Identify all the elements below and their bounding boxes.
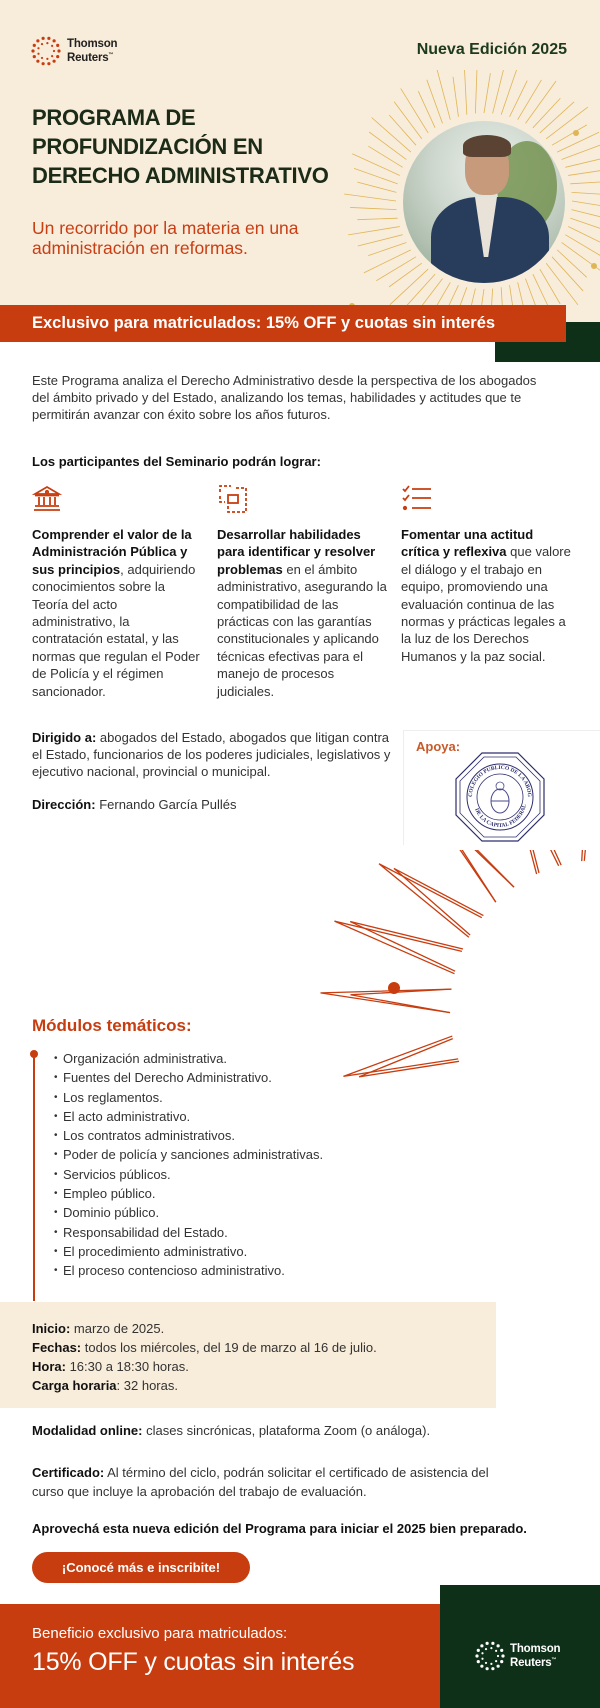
logo-wordmark: Thomson Reuters™ <box>510 1642 561 1669</box>
program-director: Dirección: Fernando García Pullés <box>32 797 237 812</box>
schedule-dates: Fechas: todos los miércoles, del 19 de marzo al 16 de julio. <box>32 1340 377 1355</box>
checklist-icon <box>401 484 571 514</box>
promo-banner-text: Exclusivo para matriculados: 15% OFF y cuotas sin interés <box>32 314 496 332</box>
target-audience: Dirigido a: abogados del Estado, abogados que litigan contra el Estado, funcionarios de los poderes judiciales, legislativos y ejecutivo nacional, provincial o municipal. <box>32 730 391 779</box>
footer-benefit-label: Beneficio exclusivo para matriculados: <box>32 1625 288 1642</box>
speaker-photo <box>403 121 565 283</box>
intro-paragraph: Este Programa analiza el Derecho Administrativo desde la perspectiva de los abogados del ámbito privado y del Estado, analizando los temas, habilidades y actitudes que te permitirán avanzar con éxito sobre los años futuros. <box>32 373 537 422</box>
module-item: • Los reglamentos. <box>54 1088 323 1107</box>
logo-wordmark: Thomson Reuters™ <box>67 37 118 64</box>
colegio-seal-logo <box>454 751 546 843</box>
schedule-time: Hora: 16:30 a 18:30 horas. <box>32 1359 189 1374</box>
schedule-box <box>0 1302 496 1408</box>
page-title: PROGRAMA DE PROFUNDIZACIÓN EN DERECHO ADMINISTRATIVO <box>32 105 329 188</box>
modules-title: Módulos temáticos: <box>32 1016 192 1035</box>
module-item: • Servicios públicos. <box>54 1165 323 1184</box>
thomson-reuters-logo[interactable] <box>31 36 117 66</box>
sponsor-label: Apoya: <box>416 739 461 754</box>
footer-thomson-reuters-logo[interactable] <box>475 1641 560 1671</box>
closing-statement: Aprovechá esta nueva edición del Programa para iniciar el 2025 bien preparado. <box>32 1521 527 1536</box>
module-item: • Dominio público. <box>54 1203 323 1222</box>
modules-timeline-dot <box>30 1050 38 1058</box>
modality-info: Modalidad online: clases sincrónicas, plataforma Zoom (o análoga). <box>32 1423 431 1438</box>
rays-dot <box>388 982 400 994</box>
outcome-item: Comprender el valor de la Administración Pública y sus principios, adquiriendo conocimientos sobre la Teoría del acto administrativo, la contratación estatal, y las normas que regulan el Poder de Policía y el régimen sancionador. <box>32 484 202 700</box>
page-subtitle: Un recorrido por la materia en una administración en reformas. <box>32 218 299 258</box>
schedule-hours: Carga horaria: 32 horas. <box>32 1378 178 1393</box>
outcomes-lead: Los participantes del Seminario podrán lograr: <box>32 454 321 469</box>
module-item: • Poder de policía y sanciones administrativas. <box>54 1145 323 1164</box>
module-item: • Fuentes del Derecho Administrativo. <box>54 1068 323 1087</box>
module-item: • El acto administrativo. <box>54 1107 323 1126</box>
institution-icon <box>32 484 202 514</box>
module-item: • Empleo público. <box>54 1184 323 1203</box>
schedule-start: Inicio: marzo de 2025. <box>32 1321 165 1336</box>
module-item: • Los contratos administrativos. <box>54 1126 323 1145</box>
modules-list <box>54 1049 323 1281</box>
footer-benefit-offer: 15% OFF y cuotas sin interés <box>32 1648 355 1676</box>
edition-label: Nueva Edición 2025 <box>416 41 567 58</box>
logo-dots-icon <box>31 36 61 66</box>
module-item: • El procedimiento administrativo. <box>54 1242 323 1261</box>
rays-decoration <box>300 850 600 1230</box>
promo-banner <box>0 305 566 342</box>
outcome-item: Fomentar una actitud crítica y reflexiva que valore el diálogo y el trabajo en equipo, promoviendo una evaluación continua de las normas y prácticas legales a la luz de los Derechos Humanos y la paz social. <box>401 484 571 665</box>
module-item: • Responsabilidad del Estado. <box>54 1223 323 1242</box>
svg-text:DE LA CAPITAL FEDERAL: DE LA CAPITAL FEDERAL <box>473 803 528 830</box>
outcome-item: Desarrollar habilidades para identificar y resolver problemas en el ámbito administrativo, asegurando la compatibilidad de las prácticas con las garantías constitucionales y aplicando técnicas efectivas para el manejo de procesos judiciales. <box>217 484 387 700</box>
signup-button[interactable]: ¡Conocé más e inscribite! <box>32 1552 250 1583</box>
hero-section <box>0 0 600 340</box>
sponsor-box <box>403 730 600 845</box>
module-item: • Organización administrativa. <box>54 1049 323 1068</box>
modules-timeline-line <box>33 1053 35 1301</box>
problem-solving-icon <box>217 484 387 514</box>
module-item: • El proceso contencioso administrativo. <box>54 1261 323 1280</box>
certificate-info: Certificado: Al término del ciclo, podrán solicitar el certificado de asistencia del curso que incluye la aprobación del trabajo de evaluación. <box>32 1465 489 1499</box>
svg-text:COLEGIO PUBLICO DE LA ABOGACIA: COLEGIO PUBLICO DE LA ABOG <box>467 764 533 798</box>
logo-dots-icon <box>475 1641 505 1671</box>
